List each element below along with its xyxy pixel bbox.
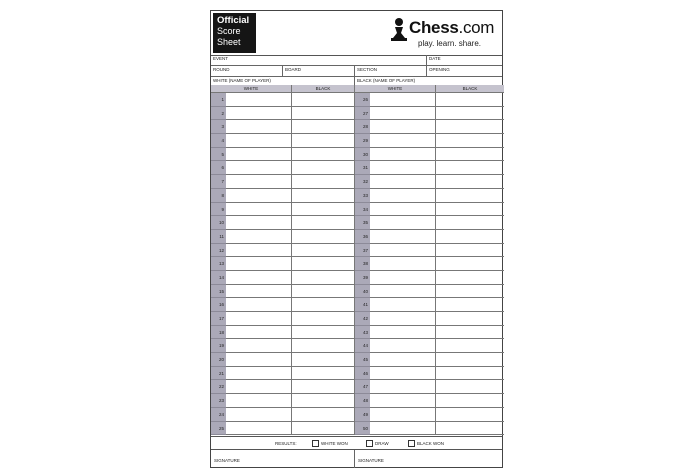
draw-checkbox[interactable] (366, 440, 373, 447)
white-move-cell-left[interactable] (226, 408, 292, 422)
white-move-cell-left[interactable] (226, 271, 292, 285)
move-number-right: 39 (355, 271, 370, 285)
black-move-cell-left[interactable] (292, 312, 355, 326)
move-number-right: 30 (355, 148, 370, 162)
move-row (211, 380, 502, 394)
white-move-cell-left[interactable] (226, 216, 292, 230)
white-move-cell-right[interactable] (370, 148, 436, 162)
black-move-cell-left[interactable] (292, 339, 355, 353)
white-move-cell-left[interactable] (226, 244, 292, 258)
black-move-cell-right[interactable] (436, 394, 504, 408)
move-number-left: 4 (211, 134, 226, 148)
move-number-left: 8 (211, 189, 226, 203)
black-move-cell-right[interactable] (436, 339, 504, 353)
move-number-left: 21 (211, 367, 226, 381)
move-number-right: 48 (355, 394, 370, 408)
move-number-right: 36 (355, 230, 370, 244)
white-move-cell-right[interactable] (370, 312, 436, 326)
black-move-cell-left[interactable] (292, 148, 355, 162)
move-row (211, 257, 502, 271)
move-number-left: 6 (211, 161, 226, 175)
move-number-right: 26 (355, 93, 370, 107)
white-move-cell-left[interactable] (226, 285, 292, 299)
move-number-left: 1 (211, 93, 226, 107)
black-move-cell-left[interactable] (292, 189, 355, 203)
white-move-cell-left[interactable] (226, 326, 292, 340)
move-row (211, 285, 502, 299)
white-move-cell-left[interactable] (226, 134, 292, 148)
black-move-cell-left[interactable] (292, 271, 355, 285)
tagline: play. learn. share. (418, 39, 481, 48)
move-number-left: 16 (211, 298, 226, 312)
white-move-cell-left[interactable] (226, 120, 292, 134)
black-move-cell-left[interactable] (292, 107, 355, 121)
move-number-left: 18 (211, 326, 226, 340)
move-number-left: 12 (211, 244, 226, 258)
black-move-cell-right[interactable] (436, 175, 504, 189)
black-move-cell-right[interactable] (436, 353, 504, 367)
chess-logo (389, 17, 503, 53)
move-number-right: 38 (355, 257, 370, 271)
move-number-right: 34 (355, 203, 370, 217)
white-move-cell-left[interactable] (226, 298, 292, 312)
move-number-left: 2 (211, 107, 226, 121)
move-row (211, 408, 502, 422)
white-move-cell-right[interactable] (370, 367, 436, 381)
pawn-icon (389, 17, 409, 41)
white-move-cell-right[interactable] (370, 271, 436, 285)
white-move-cell-right[interactable] (370, 353, 436, 367)
move-row (211, 312, 502, 326)
title-box (213, 13, 256, 53)
section-field[interactable]: SECTION (355, 66, 427, 76)
move-number-right: 27 (355, 107, 370, 121)
move-row (211, 271, 502, 285)
black-move-cell-left[interactable] (292, 394, 355, 408)
opening-field[interactable]: OPENING (429, 67, 450, 72)
white-move-cell-left[interactable] (226, 422, 292, 436)
move-row (211, 230, 502, 244)
move-number-left: 14 (211, 271, 226, 285)
black-move-cell-right[interactable] (436, 93, 504, 107)
white-move-cell-right[interactable] (370, 189, 436, 203)
black-move-cell-right[interactable] (436, 203, 504, 217)
draw-label: DRAW (375, 441, 389, 446)
black-move-cell-left[interactable] (292, 367, 355, 381)
move-row (211, 203, 502, 217)
white-column-header-left: WHITE (211, 85, 292, 93)
brand-name: Chess.com (409, 18, 495, 37)
move-number-right: 50 (355, 422, 370, 436)
move-number-right: 40 (355, 285, 370, 299)
black-move-cell-right[interactable] (436, 244, 504, 258)
move-grid (211, 93, 502, 435)
white-move-cell-left[interactable] (226, 175, 292, 189)
move-number-left: 22 (211, 380, 226, 394)
move-number-right: 29 (355, 134, 370, 148)
white-move-cell-left[interactable] (226, 230, 292, 244)
white-move-cell-left[interactable] (226, 367, 292, 381)
white-won-label: WHITE WON (321, 441, 348, 446)
title-line-3: Sheet (217, 37, 241, 47)
black-move-cell-right[interactable] (436, 326, 504, 340)
move-row (211, 216, 502, 230)
move-row (211, 148, 502, 162)
results-label: RESULTS: (275, 441, 297, 446)
white-move-cell-right[interactable] (370, 408, 436, 422)
signature-left[interactable]: SIGNATURE (211, 450, 355, 468)
move-row (211, 161, 502, 175)
black-move-cell-right[interactable] (436, 107, 504, 121)
sheet-header (211, 11, 502, 56)
black-move-cell-left[interactable] (292, 408, 355, 422)
white-move-cell-right[interactable] (370, 161, 436, 175)
black-move-cell-right[interactable] (436, 134, 504, 148)
white-move-cell-left[interactable] (226, 161, 292, 175)
move-row (211, 244, 502, 258)
black-player-field[interactable]: BLACK (NAME OF PLAYER) (357, 78, 416, 83)
white-move-cell-right[interactable] (370, 285, 436, 299)
black-won-option[interactable] (408, 440, 444, 448)
black-move-cell-right[interactable] (436, 408, 504, 422)
white-move-cell-right[interactable] (370, 120, 436, 134)
black-move-cell-left[interactable] (292, 134, 355, 148)
move-row (211, 353, 502, 367)
brand-domain: .com (458, 18, 495, 37)
move-number-right: 42 (355, 312, 370, 326)
white-move-cell-right[interactable] (370, 93, 436, 107)
black-move-cell-right[interactable] (436, 120, 504, 134)
white-move-cell-left[interactable] (226, 107, 292, 121)
white-move-cell-left[interactable] (226, 394, 292, 408)
move-number-right: 37 (355, 244, 370, 258)
white-move-cell-right[interactable] (370, 257, 436, 271)
black-move-cell-right[interactable] (436, 367, 504, 381)
white-move-cell-left[interactable] (226, 148, 292, 162)
move-row (211, 93, 502, 107)
white-move-cell-right[interactable] (370, 175, 436, 189)
black-move-cell-left[interactable] (292, 353, 355, 367)
white-move-cell-right[interactable] (370, 394, 436, 408)
move-row (211, 339, 502, 353)
white-move-cell-right[interactable] (370, 326, 436, 340)
black-move-cell-left[interactable] (292, 298, 355, 312)
move-number-right: 28 (355, 120, 370, 134)
round-field[interactable]: ROUND (211, 66, 283, 76)
draw-option[interactable] (366, 440, 389, 448)
move-row (211, 422, 502, 436)
score-sheet (210, 10, 503, 468)
white-won-option[interactable] (312, 440, 348, 448)
black-move-cell-left[interactable] (292, 257, 355, 271)
signatures-row (211, 450, 502, 468)
move-number-left: 25 (211, 422, 226, 436)
white-move-cell-left[interactable] (226, 353, 292, 367)
move-row (211, 367, 502, 381)
black-move-cell-right[interactable] (436, 285, 504, 299)
white-move-cell-right[interactable] (370, 134, 436, 148)
black-move-cell-right[interactable] (436, 312, 504, 326)
move-number-right: 33 (355, 189, 370, 203)
move-number-right: 35 (355, 216, 370, 230)
white-move-cell-left[interactable] (226, 93, 292, 107)
black-move-cell-right[interactable] (436, 161, 504, 175)
results-row (211, 436, 502, 450)
black-column-header-right: BLACK (436, 85, 504, 93)
black-won-label: BLACK WON (417, 441, 445, 446)
info-row-round (211, 66, 502, 77)
black-move-cell-right[interactable] (436, 257, 504, 271)
move-number-left: 17 (211, 312, 226, 326)
black-move-cell-right[interactable] (436, 298, 504, 312)
move-number-right: 41 (355, 298, 370, 312)
black-move-cell-right[interactable] (436, 230, 504, 244)
move-number-right: 44 (355, 339, 370, 353)
black-move-cell-left[interactable] (292, 216, 355, 230)
move-number-right: 32 (355, 175, 370, 189)
move-row (211, 107, 502, 121)
black-move-cell-right[interactable] (436, 271, 504, 285)
move-columns-header (211, 85, 502, 93)
move-number-right: 43 (355, 326, 370, 340)
white-move-cell-left[interactable] (226, 203, 292, 217)
black-move-cell-left[interactable] (292, 244, 355, 258)
move-row (211, 298, 502, 312)
title-line-2: Score (217, 26, 241, 36)
white-move-cell-right[interactable] (370, 380, 436, 394)
black-move-cell-right[interactable] (436, 216, 504, 230)
black-move-cell-left[interactable] (292, 120, 355, 134)
move-number-right: 47 (355, 380, 370, 394)
black-move-cell-right[interactable] (436, 380, 504, 394)
black-move-cell-right[interactable] (436, 189, 504, 203)
black-column-header-left: BLACK (292, 85, 355, 93)
black-move-cell-left[interactable] (292, 175, 355, 189)
move-number-left: 23 (211, 394, 226, 408)
move-number-left: 15 (211, 285, 226, 299)
move-row (211, 120, 502, 134)
move-number-left: 3 (211, 120, 226, 134)
black-won-checkbox[interactable] (408, 440, 415, 447)
move-number-left: 10 (211, 216, 226, 230)
move-number-left: 11 (211, 230, 226, 244)
move-number-right: 49 (355, 408, 370, 422)
event-field[interactable]: EVENT (211, 55, 427, 65)
white-move-cell-left[interactable] (226, 189, 292, 203)
white-move-cell-right[interactable] (370, 107, 436, 121)
move-row (211, 326, 502, 340)
board-field[interactable]: BOARD (283, 66, 355, 76)
white-move-cell-left[interactable] (226, 380, 292, 394)
white-move-cell-right[interactable] (370, 203, 436, 217)
date-field[interactable]: DATE (429, 56, 441, 61)
move-number-right: 31 (355, 161, 370, 175)
signature-right[interactable]: SIGNATURE (358, 458, 384, 463)
white-move-cell-right[interactable] (370, 230, 436, 244)
title-line-1: Official (217, 15, 250, 26)
game-info (211, 55, 502, 88)
black-move-cell-left[interactable] (292, 203, 355, 217)
white-move-cell-left[interactable] (226, 312, 292, 326)
white-move-cell-right[interactable] (370, 422, 436, 436)
move-number-left: 5 (211, 148, 226, 162)
white-move-cell-right[interactable] (370, 216, 436, 230)
white-move-cell-right[interactable] (370, 298, 436, 312)
white-move-cell-right[interactable] (370, 339, 436, 353)
black-move-cell-left[interactable] (292, 380, 355, 394)
move-row (211, 189, 502, 203)
black-move-cell-left[interactable] (292, 161, 355, 175)
white-column-header-right: WHITE (355, 85, 436, 93)
move-number-left: 7 (211, 175, 226, 189)
black-move-cell-right[interactable] (436, 148, 504, 162)
black-move-cell-right[interactable] (436, 422, 504, 436)
move-number-left: 20 (211, 353, 226, 367)
move-number-left: 24 (211, 408, 226, 422)
white-move-cell-right[interactable] (370, 244, 436, 258)
move-row (211, 175, 502, 189)
move-number-left: 9 (211, 203, 226, 217)
white-won-checkbox[interactable] (312, 440, 319, 447)
white-move-cell-left[interactable] (226, 339, 292, 353)
move-number-left: 19 (211, 339, 226, 353)
white-move-cell-left[interactable] (226, 257, 292, 271)
move-number-right: 45 (355, 353, 370, 367)
info-row-event (211, 55, 502, 66)
black-move-cell-left[interactable] (292, 422, 355, 436)
black-move-cell-left[interactable] (292, 93, 355, 107)
black-move-cell-left[interactable] (292, 285, 355, 299)
move-number-right: 46 (355, 367, 370, 381)
black-move-cell-left[interactable] (292, 326, 355, 340)
move-number-left: 13 (211, 257, 226, 271)
move-row (211, 134, 502, 148)
move-row (211, 394, 502, 408)
white-player-field[interactable]: WHITE (NAME OF PLAYER) (211, 77, 355, 87)
black-move-cell-left[interactable] (292, 230, 355, 244)
